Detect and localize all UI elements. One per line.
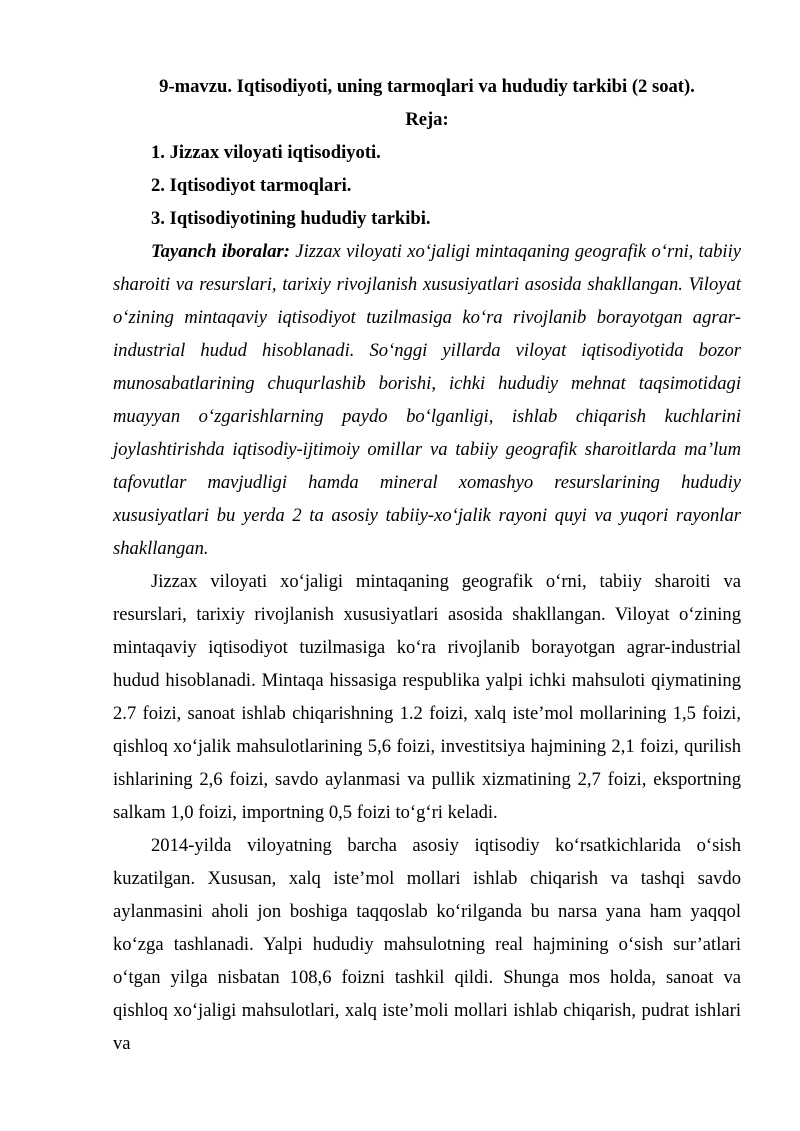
keywords-paragraph <box>113 235 741 565</box>
plan-heading: Reja: <box>405 109 449 130</box>
plan-item-2: 2. Iqtisodiyot tarmoqlari. <box>151 175 352 196</box>
document-page <box>113 70 741 1060</box>
body-paragraph-1: Jizzax viloyati xo‘jaligi mintaqaning geografik o‘rni, tabiiy sharoiti va resurslari, tarixiy rivojlanish xususiyatlari asosida shakllangan. Viloyat o‘zining mintaqaviy iqtisodiyot tuzilmasiga ko‘ra rivojlanib borayotgan agrar-industrial hudud hisoblanadi. Mintaqa hissasiga respublika yalpi ichki mahsuloti qiymatining 2.7 foizi, sanoat ishlab chiqarishning 1.2 foizi, xalq iste’mol mollarining 1,5 foizi, qishloq xo‘jalik mahsulotlarining 5,6 foizi, investitsiya hajmining 2,1 foizi, qurilish ishlarining 2,6 foizi, savdo aylanmasi va pullik xizmatining 2,7 foizi, eksportning salkam 1,0 foizi, importning 0,5 foizi to‘g‘ri keladi. <box>113 571 741 823</box>
document-title: 9-mavzu. Iqtisodiyoti, uning tarmoqlari va hududiy tarkibi (2 soat). <box>159 76 695 97</box>
plan-list <box>113 136 741 235</box>
plan-item-3: 3. Iqtisodiyotining hududiy tarkibi. <box>151 208 431 229</box>
keywords-text: Jizzax viloyati xo‘jaligi mintaqaning geografik o‘rni, tabiiy sharoiti va resurslari, tarixiy rivojlanish xususiyatlari asosida shakllangan. Viloyat o‘zining mintaqaviy iqtisodiyot tuzilmasiga ko‘ra rivojlanib borayotgan agrar-industrial hudud hisoblanadi. So‘nggi yillarda viloyat iqtisodiyotida bozor munosabatlarining chuqurlashib borishi, ichki hududiy mehnat taqsimotidagi muayyan o‘zgarishlarning paydo bo‘lganligi, ishlab chiqarish kuchlarini joylashtirishda iqtisodiy-ijtimoiy omillar va tabiiy geografik sharoitlarda ma’lum tafovutlar mavjudligi hamda mineral xomashyo resurslarining hududiy xususiyatlari bu yerda 2 ta asosiy tabiiy-xo‘jalik rayoni quyi va yuqori rayonlar shakllangan. <box>113 241 742 559</box>
keywords-label: Tayanch iboralar: <box>151 241 290 262</box>
body-paragraph-2: 2014-yilda viloyatning barcha asosiy iqtisodiy ko‘rsatkichlarida o‘sish kuzatilgan. Xususan, xalq iste’mol mollari ishlab chiqarish va tashqi savdo aylanmasini aholi jon boshiga taqqoslab ko‘rilganda bu narsa yana ham yaqqol ko‘zga tashlanadi. Yalpi hududiy mahsulotning real hajmining o‘sish sur’atlari o‘tgan yilga nisbatan 108,6 foizni tashkil qildi. Shunga mos holda, sanoat va qishloq xo‘jaligi mahsulotlari, xalq iste’moli mollari ishlab chiqarish, pudrat ishlari va <box>113 835 741 1054</box>
plan-item-1: 1. Jizzax viloyati iqtisodiyoti. <box>151 142 381 163</box>
